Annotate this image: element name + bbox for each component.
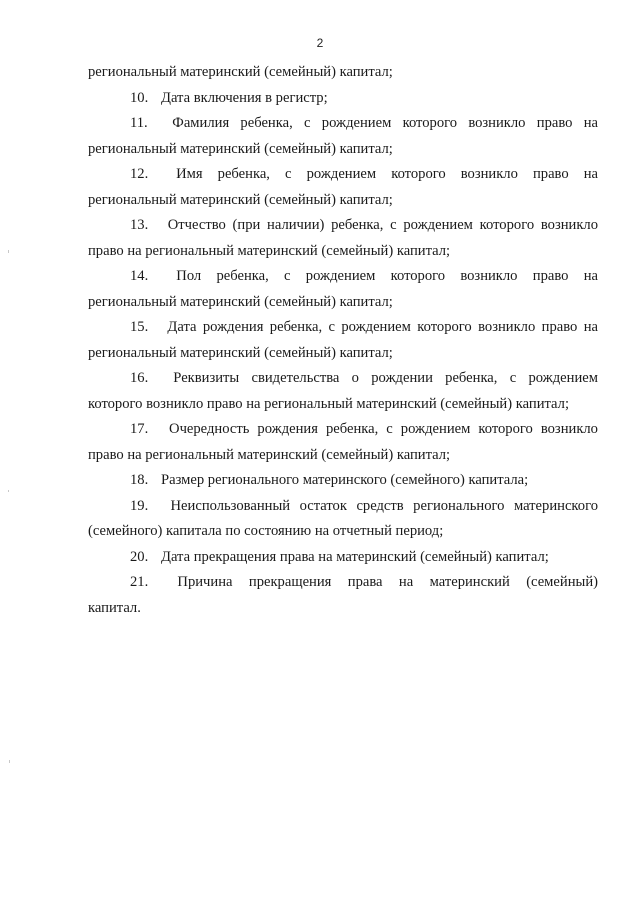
list-item bbox=[88, 570, 598, 621]
item-text: Пол ребенка, с рождением которого возникло право на bbox=[176, 268, 598, 284]
list-item bbox=[88, 366, 598, 417]
item-text-continuation: региональный материнский (семейный) капитал; bbox=[88, 140, 393, 157]
continuation-line: региональный материнский (семейный) капитал; bbox=[88, 64, 393, 80]
list-item bbox=[88, 545, 598, 571]
item-number: 10. bbox=[130, 89, 149, 106]
list-item bbox=[88, 213, 598, 264]
item-number: 17. bbox=[130, 421, 149, 437]
item-text: Дата рождения ребенка, с рождением которого возникло право на bbox=[167, 319, 598, 335]
list-item bbox=[88, 111, 598, 162]
item-text: Фамилия ребенка, с рождением которого возникло право на bbox=[172, 115, 598, 131]
page-number: 2 bbox=[316, 36, 324, 50]
item-text: Отчество (при наличии) ребенка, с рождением которого возникло bbox=[167, 217, 598, 233]
item-text-continuation: право на региональный материнский (семейный) капитал; bbox=[88, 446, 451, 463]
item-number: 11. bbox=[130, 115, 148, 131]
list-item bbox=[88, 417, 598, 468]
list-item bbox=[88, 494, 598, 545]
item-text-continuation: право на региональный материнский (семейный) капитал; bbox=[88, 242, 451, 259]
item-text: Очередность рождения ребенка, с рождением которого возникло bbox=[169, 421, 598, 437]
scan-speck bbox=[8, 250, 9, 253]
item-number: 14. bbox=[130, 268, 149, 284]
item-text-continuation: региональный материнский (семейный) капитал; bbox=[88, 191, 393, 208]
item-number: 13. bbox=[130, 217, 149, 233]
scan-speck bbox=[9, 760, 10, 763]
document-body bbox=[88, 60, 598, 621]
item-number: 21. bbox=[130, 574, 149, 590]
scan-speck bbox=[8, 490, 9, 492]
item-text: Причина прекращения права на материнский (семейный) bbox=[177, 574, 598, 590]
item-text: Дата прекращения права на материнский (семейный) капитал; bbox=[161, 548, 549, 565]
item-text: Реквизиты свидетельства о рождении ребенка, с рождением bbox=[173, 370, 598, 386]
item-number: 19. bbox=[130, 497, 149, 514]
item-text-continuation: которого возникло право на региональный материнский (семейный) капитал; bbox=[88, 395, 570, 412]
item-number: 12. bbox=[130, 166, 149, 182]
item-text: Размер регионального материнского (семейного) капитала; bbox=[161, 472, 529, 488]
item-text: Неиспользованный остаток средств регионального материнского bbox=[170, 497, 598, 514]
item-text: Дата включения в регистр; bbox=[161, 89, 328, 106]
list-item bbox=[88, 264, 598, 315]
list-item bbox=[88, 86, 598, 112]
item-number: 20. bbox=[130, 548, 149, 565]
list-item bbox=[88, 315, 598, 366]
item-text: Имя ребенка, с рождением которого возникло право на bbox=[176, 166, 598, 182]
item-text-continuation: капитал. bbox=[88, 599, 141, 616]
list-item bbox=[88, 468, 598, 494]
item-text-continuation: региональный материнский (семейный) капитал; bbox=[88, 344, 393, 361]
item-text-continuation: (семейного) капитала по состоянию на отчетный период; bbox=[88, 523, 444, 539]
scan-artifacts bbox=[8, 250, 10, 750]
item-number: 16. bbox=[130, 370, 149, 386]
item-number: 18. bbox=[130, 472, 149, 488]
item-text-continuation: региональный материнский (семейный) капитал; bbox=[88, 293, 393, 310]
list-item bbox=[88, 162, 598, 213]
item-number: 15. bbox=[130, 319, 149, 335]
